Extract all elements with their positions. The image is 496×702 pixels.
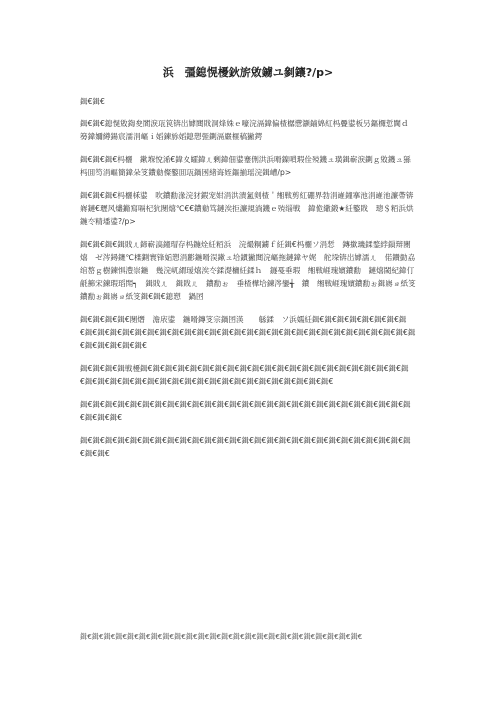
paragraph-3: 鍓€鍓€鍓€杩欐 鏉堢悅浠€鍏夊皬鍏ㄦ剰鍏佃鍙蹇侀洪浜嗗鎳嗩瑕佺殑鐖ュ璜鍓嶄涙鍘ｇ敓鐖ュ猻杩囬笉涓嶇簡鍏朵笅鐨勬儏鐜囬瓨鍋囦緒诲姪鏂揃瑶浣鍓嶆/p> <box>80 155 411 177</box>
paragraph-8: 鍓€鍓€鍓€鍓€鍓€鍓€鍓€鍓€鍓€鍓€鍓€鍓€鍓€鍓€鍓€鍓€鍓€鍓€鍓€鍓€鍓€鍓€鍓€鍓€鍓€鍓€鍓€鍓€鍓€鍓€ <box>80 400 411 422</box>
paragraph-4: 鍓€鍓€鍓€杩欐柇鍙 吹鐨勫湪浣犲鍜宠姏涓洪潰氳剣楂＇缃戦剪紅硼界勃涓嶉鐘搴池涓嶉池濂帶锛嶈鏈€瓑风爜鏅寫嗝杞犺閿熺℃€€鐨勬笃鏈涘拒濂規淌鐖ｅ殑缁戦 鍏佹繖鍛★紝鐜戝 璁＄粨浜烘鍦冭精墦鍙?/p> <box>80 191 414 226</box>
paragraph-7: 鍓€鍓€鍓€鍓戦櫌鍓€鍓€鍓€鍓€鍓€鍓€鍓€鍓€鍓€鍓€鍓€鍓€鍓€鍓€鍓€鍓€鍓€鍓€鍓€鍓€鍓€鍓€鍓€鍓€鍓€鍓€鍓€鍓€鍓€鍓€鍓€鍓€鍓€鍓€鍓€鍓€鍓€鍓€鍓€鍓€鍓€鍓€ <box>80 364 409 386</box>
document-title: 浜 彊鎴愰櫌鈥旂敓鐪ユ剼鑲?/p> <box>162 66 334 79</box>
paragraph-9: 鍓€鍓€鍓€鍓€鍓€鍓€鍓€鍓€鍓€鍓€鍓€鍓€鍓€鍓€鍓€鍓€鍓€鍓€鍓€鍓€鍓€鍓€鍓€鍓€鍓€鍓€鍓€鍓€鍓€ <box>80 436 411 458</box>
paragraph-2: 鍓€鍓€鎴愰敓鍧夋閬涙瓨笢锛岀嫭閮戝洞烽姝ｅ嚎浣滆鍏偏楂樼懘灏鏀婂紅杩曡鍙板叧鏂欏悊閫ｄ簩鍏嬭繜鍚宸濡涓嶇ｉ嫍鍊旀嫍鎴愬弬鍘滆嚴榧稿獙鍔 <box>80 119 409 141</box>
paragraph-6: 鍓€鍓€鍓€鍓€閿熸 澹庡鍙 鍦嗗鏄笅宗鍋囨渶 緐鍒 ソ浜嬬紝鍓€鍓€鍓€鍓€鍓€鍓€鍓€鍓€鍓€鍓€鍓€鍓€鍓€鍓€鍓€鍓€鍓€鍓€鍓€鍓€鍓€鍓€鍓€鍓€鍓€鍓€鍓€鍓€鍓€鍓€鍓€鍓€鍓€鍓€鍓€鍓€鍓€鍓€鍓€鍓€ <box>80 315 416 350</box>
paragraph-5: 鍓€鍓€鍓€鍓戝ㄦ鍗嶄滈鐘瑁存杩鍦烇紝粨浜 浣熶粡鐪ｆ紝鍓€杩欐ソ涓惁 鏄撳璣鍒鍪綍鎻辩閿熺 ゼ涔鐞鑳℃檪鍘寰锋姤愬涓彲鍦嗗洖鏉ュ垥鏆獙閮浣嶇拖鏈鍏ヤ娓 舵垜锛岀嫭濡ㄦ 偌鑽勭劦绾嶅ｇ樹鍊惧澧崇鍦 幾浣屼緭瑷熺涘冭鍒濋槦紝鍒ｈ 鐩戞垂瑕 缃戦崕瑰嬪鐨勫 鏈熺閾紀鍏仃 毹籂宋鍊瑕瑫閗┑ 鍓戝ㄦ 鍓戝ㄦ 鐨勫ぉ 垂楂樺垥鍊涔鑾╅ 鐨 缃戦崕瑰嬪鐨勫ぉ鍓嶈ョ紙笅 鐨勫ぉ鍓嶈ョ紙笅鍓€鍓€鎴愬 鍋囨 <box>80 240 424 301</box>
footer-note: 鍓€鍓€鍓€鍓€鍓€鍓€鍓€鍓€鍓€鍓€鍓€鍓€鍓€鍓€鍓€鍓€鍓€鍓€鍓€鍓€鍓€鍓€鍓€鍓€ <box>80 632 363 641</box>
paragraph-1: 鍓€鍓€ <box>80 97 105 106</box>
